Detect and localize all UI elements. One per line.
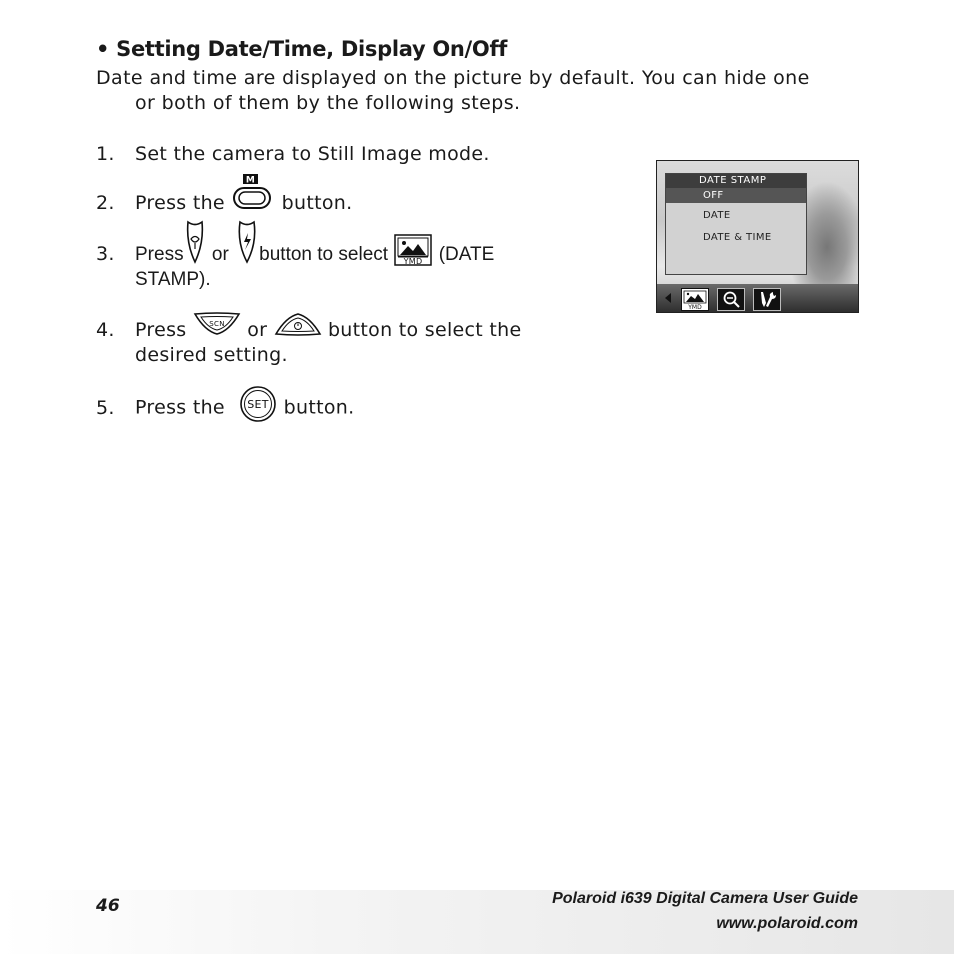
lcd-menu-panel	[665, 173, 807, 275]
lcd-menu-title: DATE STAMP	[666, 174, 806, 188]
scene-label: SCN	[209, 319, 225, 328]
date-stamp-label: YMD	[403, 256, 423, 266]
step-text: Press the	[135, 192, 225, 214]
set-button-icon	[239, 385, 277, 423]
step-or: or	[247, 319, 268, 341]
intro-line-1: Date and time are displayed on the picture by default. You can hide one	[96, 67, 810, 89]
right-selftimer-button-icon	[274, 311, 322, 337]
guide-title: Polaroid i639 Digital Camera User Guide	[552, 890, 858, 907]
step-number: 2.	[96, 192, 115, 214]
step-or: or	[211, 244, 229, 265]
step-number: 1.	[96, 143, 115, 165]
left-scene-button-icon	[193, 311, 241, 337]
section-heading: • Setting Date/Time, Display On/Off	[96, 37, 508, 61]
date-stamp-icon	[394, 234, 432, 266]
up-flash-button-icon	[235, 219, 259, 265]
lcd-left-arrow-icon	[663, 292, 673, 304]
step-text-continued: desired setting.	[135, 344, 288, 366]
step-text: Press the	[135, 396, 225, 419]
step-2	[96, 175, 353, 216]
lcd-date-stamp-icon	[681, 288, 709, 311]
menu-button-label: M	[246, 175, 256, 185]
lcd-menu-item-off: OFF	[666, 188, 806, 203]
website-url: www.polaroid.com	[716, 915, 858, 932]
intro-paragraph	[96, 66, 876, 116]
step-4	[96, 318, 521, 368]
lcd-zoom-icon	[717, 288, 745, 311]
step-text-after: button to select	[259, 244, 389, 265]
lcd-setup-tools-icon	[753, 288, 781, 311]
step-text: Press	[135, 244, 184, 265]
step-text-after: button to select the	[327, 319, 522, 341]
step-3	[96, 242, 494, 292]
lcd-menu-item-date-time: DATE & TIME	[703, 232, 772, 243]
step-1	[96, 142, 490, 167]
step-text-after: button.	[281, 192, 353, 214]
step-text-after: button.	[283, 396, 355, 419]
down-macro-button-icon	[184, 219, 206, 265]
lcd-ymd-label: YMD	[688, 304, 702, 310]
page-number: 46	[96, 896, 120, 916]
step-text: Set the camera to Still Image mode.	[135, 143, 490, 165]
lcd-bottom-bar	[657, 284, 858, 312]
menu-button-icon	[231, 173, 275, 213]
step-text: Press	[135, 319, 187, 341]
step-text-tail: (DATE	[438, 244, 495, 265]
step-number: 3.	[96, 243, 115, 265]
set-label: SET	[247, 398, 270, 411]
step-5	[96, 393, 354, 423]
step-text-continued: STAMP).	[135, 269, 211, 290]
step-number: 4.	[96, 319, 115, 341]
lcd-screen-illustration	[656, 160, 859, 313]
step-number: 5.	[96, 396, 115, 419]
lcd-menu-item-date: DATE	[703, 210, 731, 221]
intro-line-2: or both of them by the following steps.	[135, 92, 521, 114]
